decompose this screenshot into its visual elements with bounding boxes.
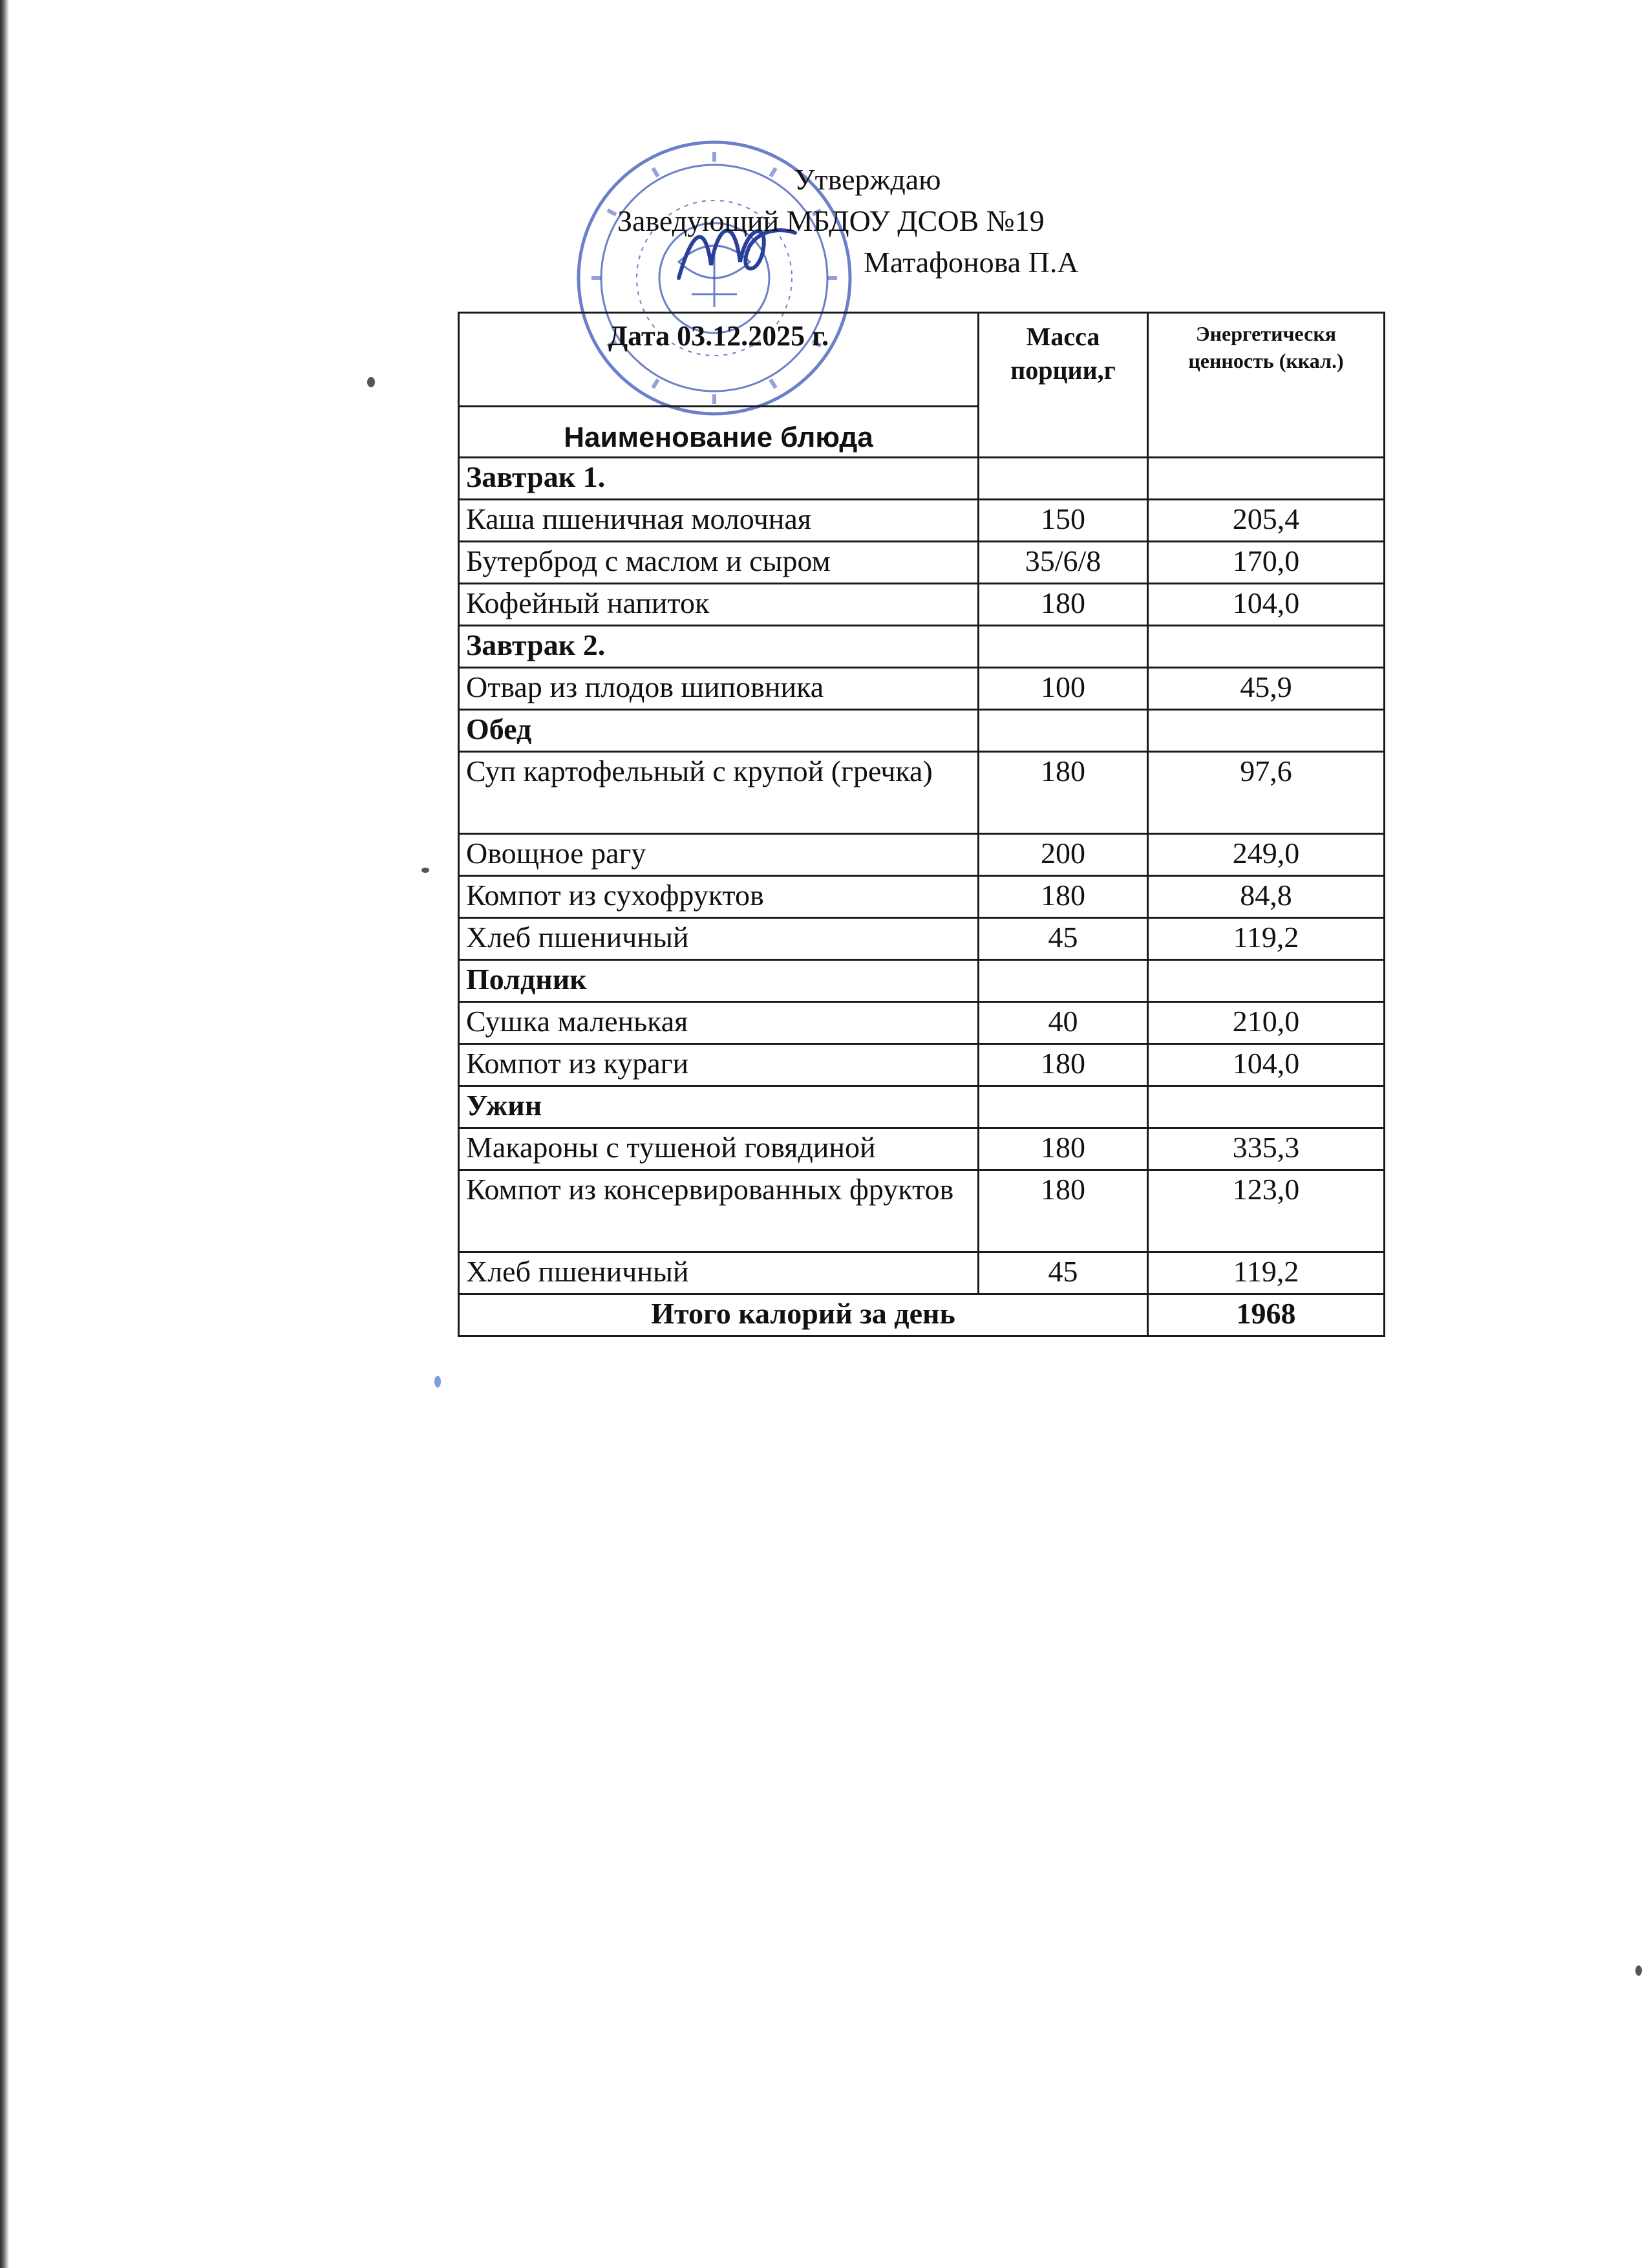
menu-table xyxy=(458,312,1385,1337)
scan-speck xyxy=(434,1376,441,1387)
dish-name: Компот из консервированных фруктов xyxy=(459,1170,979,1252)
section-title: Завтрак 2. xyxy=(459,626,979,668)
dish-mass: 35/6/8 xyxy=(979,542,1148,584)
table-row xyxy=(459,584,1385,626)
dish-mass xyxy=(979,960,1148,1002)
dish-mass: 180 xyxy=(979,752,1148,834)
dish-energy: 45,9 xyxy=(1148,668,1385,710)
dish-mass xyxy=(979,1086,1148,1128)
dish-name: Сушка маленькая xyxy=(459,1002,979,1044)
section-row xyxy=(459,1086,1385,1128)
section-row xyxy=(459,960,1385,1002)
dish-energy: 119,2 xyxy=(1148,918,1385,960)
dish-energy xyxy=(1148,1086,1385,1128)
dish-energy: 335,3 xyxy=(1148,1128,1385,1170)
section-title: Завтрак 1. xyxy=(459,458,979,500)
scan-speck xyxy=(421,868,429,873)
dish-energy: 84,8 xyxy=(1148,876,1385,918)
table-row xyxy=(459,752,1385,834)
dish-energy: 104,0 xyxy=(1148,1044,1385,1086)
dish-name: Компот из сухофруктов xyxy=(459,876,979,918)
table-row xyxy=(459,1002,1385,1044)
total-value: 1968 xyxy=(1148,1294,1385,1336)
section-row xyxy=(459,458,1385,500)
dish-name: Отвар из плодов шиповника xyxy=(459,668,979,710)
dish-mass: 100 xyxy=(979,668,1148,710)
scan-edge xyxy=(0,0,9,2268)
table-row xyxy=(459,1252,1385,1294)
dish-energy: 104,0 xyxy=(1148,584,1385,626)
dish-mass: 40 xyxy=(979,1002,1148,1044)
table-row xyxy=(459,1170,1385,1252)
header-row xyxy=(459,313,1385,407)
table-row xyxy=(459,542,1385,584)
approval-title: Утверждаю xyxy=(794,163,941,196)
dish-name: Хлеб пшеничный xyxy=(459,918,979,960)
dish-mass: 45 xyxy=(979,918,1148,960)
approval-head-position: Заведующий МБДОУ ДСОВ №19 xyxy=(617,204,1045,237)
dish-mass: 180 xyxy=(979,584,1148,626)
dish-mass: 180 xyxy=(979,1044,1148,1086)
menu-date: Дата 03.12.2025 г. xyxy=(459,313,979,407)
table-row xyxy=(459,668,1385,710)
dish-name: Каша пшеничная молочная xyxy=(459,500,979,542)
dish-mass: 150 xyxy=(979,500,1148,542)
dish-name: Хлеб пшеничный xyxy=(459,1252,979,1294)
mass-column-header: Масса порции,г xyxy=(979,313,1148,458)
dish-mass: 180 xyxy=(979,876,1148,918)
dish-mass xyxy=(979,710,1148,752)
dish-energy xyxy=(1148,458,1385,500)
dish-energy xyxy=(1148,710,1385,752)
dish-name: Овощное рагу xyxy=(459,834,979,876)
dish-energy: 170,0 xyxy=(1148,542,1385,584)
dish-name: Кофейный напиток xyxy=(459,584,979,626)
table-row xyxy=(459,500,1385,542)
table-row xyxy=(459,876,1385,918)
table-row xyxy=(459,1044,1385,1086)
dish-mass: 180 xyxy=(979,1170,1148,1252)
dish-energy: 249,0 xyxy=(1148,834,1385,876)
dish-energy xyxy=(1148,960,1385,1002)
dish-mass: 45 xyxy=(979,1252,1148,1294)
dish-energy: 210,0 xyxy=(1148,1002,1385,1044)
dish-name: Бутерброд с маслом и сыром xyxy=(459,542,979,584)
dish-column-header: Наименование блюда xyxy=(459,407,979,458)
section-row xyxy=(459,710,1385,752)
dish-mass: 180 xyxy=(979,1128,1148,1170)
total-row xyxy=(459,1294,1385,1336)
section-row xyxy=(459,626,1385,668)
section-title: Обед xyxy=(459,710,979,752)
dish-energy: 119,2 xyxy=(1148,1252,1385,1294)
table-row xyxy=(459,1128,1385,1170)
dish-name: Макароны с тушеной говядиной xyxy=(459,1128,979,1170)
total-label: Итого калорий за день xyxy=(459,1294,1148,1336)
scan-speck xyxy=(1635,1965,1642,1976)
section-title: Ужин xyxy=(459,1086,979,1128)
dish-energy: 97,6 xyxy=(1148,752,1385,834)
dish-energy: 205,4 xyxy=(1148,500,1385,542)
dish-mass xyxy=(979,626,1148,668)
approval-head-name: Матафонова П.А xyxy=(864,246,1079,279)
dish-mass: 200 xyxy=(979,834,1148,876)
table-row xyxy=(459,918,1385,960)
dish-name: Компот из кураги xyxy=(459,1044,979,1086)
dish-energy xyxy=(1148,626,1385,668)
dish-mass xyxy=(979,458,1148,500)
dish-name: Суп картофельный с крупой (гречка) xyxy=(459,752,979,834)
table-row xyxy=(459,834,1385,876)
scan-speck xyxy=(367,377,375,387)
section-title: Полдник xyxy=(459,960,979,1002)
dish-energy: 123,0 xyxy=(1148,1170,1385,1252)
energy-column-header: Энергетическя ценность (ккал.) xyxy=(1148,313,1385,458)
